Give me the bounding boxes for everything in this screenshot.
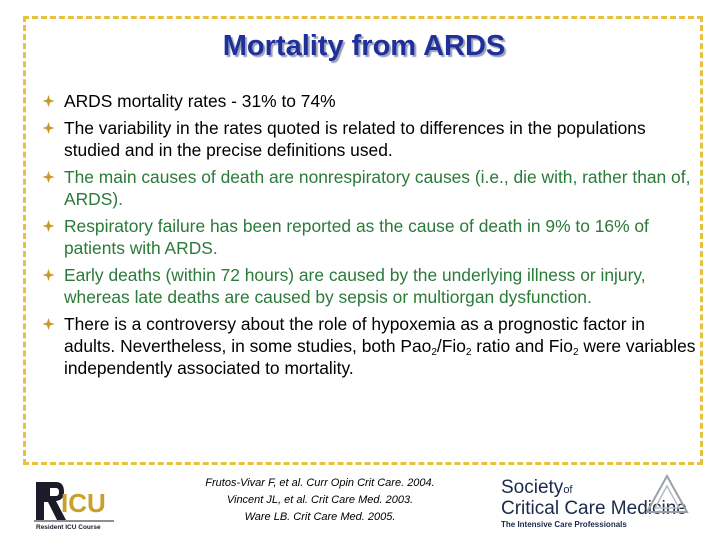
bullet-item bbox=[40, 313, 700, 379]
bullet-text: The main causes of death are nonrespiratory causes (i.e., die with, rather than of, ARDS). bbox=[64, 167, 691, 209]
sccm-tagline: The Intensive Care Professionals bbox=[501, 520, 627, 529]
bullet-star-icon bbox=[42, 95, 55, 107]
bullet-text: There is a controversy about the role of hypoxemia as a prognostic factor in adults. Nevertheless, in some studies, both Pao$_2$/Fio$_2$ ratio and Fio$_2$ were variables independently associated to mortality. bbox=[64, 314, 696, 378]
bullet-item bbox=[40, 117, 700, 161]
bullet-text: ARDS mortality rates - 31% to 74% bbox=[64, 91, 336, 111]
bullet-text: Respiratory failure has been reported as the cause of death in 9% to 16% of patients with ARDS. bbox=[64, 216, 649, 258]
bullet-text: The variability in the rates quoted is related to differences in the populations studied and in the precise definitions used. bbox=[64, 118, 646, 160]
reference-line: Vincent JL, et al. Crit Care Med. 2003. bbox=[226, 494, 414, 506]
icu-logo-letters: ICU bbox=[61, 488, 106, 518]
bullet-star-icon bbox=[42, 122, 55, 134]
sccm-society-text: Societyof bbox=[501, 477, 573, 498]
bullet-star-icon bbox=[42, 318, 55, 330]
reference-line: Frutos-Vivar F, et al. Curr Opin Crit Care. 2004. bbox=[205, 477, 435, 489]
sccm-name-text: Critical Care Medicine bbox=[501, 498, 687, 519]
sccm-logo bbox=[493, 470, 693, 530]
bullet-star-icon bbox=[42, 171, 55, 183]
resident-icu-course-logo bbox=[30, 474, 120, 532]
bullet-star-icon bbox=[42, 220, 55, 232]
reference-line: Ware LB. Crit Care Med. 2005. bbox=[244, 511, 396, 523]
bullet-item bbox=[40, 215, 700, 259]
bullet-text: Early deaths (within 72 hours) are caused by the underlying illness or injury, whereas late deaths are caused by sepsis or multiorgan dysfunction. bbox=[64, 265, 646, 307]
icu-logo-caption: Resident ICU Course bbox=[36, 524, 101, 531]
bullet-item bbox=[40, 90, 700, 112]
bullet-star-icon bbox=[42, 269, 55, 281]
slide-title: Mortality from ARDS bbox=[222, 30, 506, 62]
sccm-emblem-icon bbox=[645, 474, 689, 518]
bullet-item bbox=[40, 264, 700, 308]
bullet-list bbox=[40, 90, 700, 384]
references bbox=[170, 475, 470, 526]
bullet-item bbox=[40, 166, 700, 210]
